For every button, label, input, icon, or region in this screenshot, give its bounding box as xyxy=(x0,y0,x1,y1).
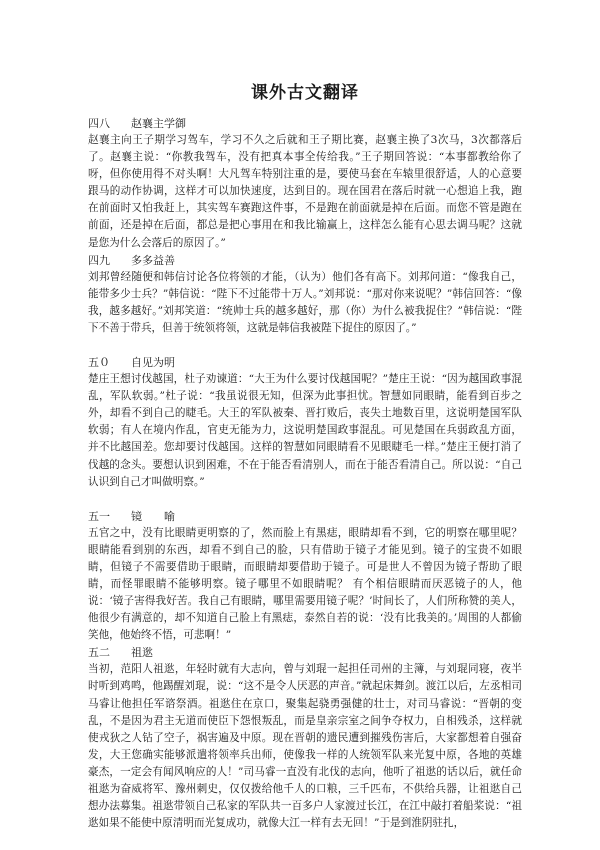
section-title: 祖逖 xyxy=(130,646,153,660)
section-body: 当初，范阳人祖逖，年轻时就有大志向，曾与刘琨一起担任司州的主簿，与刘琨同寝，夜半时听到鸡鸣，他踢醒刘琨，说：“这不是令人厌恶的声音。”就起床舞剑。渡江以后，左丞相司马睿让他担任军谘祭酒。祖逖住在京口，聚集起骁勇强健的壮士，对司马睿说：“晋朝的变乱，不是因为君主无道而使臣下怨恨叛乱，而是皇亲宗室之间争夺权力，自相残杀，这样就使戎狄之人钻了空子，祸害遍及中原。现在晋朝的遗民遭到摧残伤害后，大家都想着自强奋发，大王您确实能够派遣将领率兵出师，使像我一样的人统领军队来光复中原，各地的英雄豪杰，一定会有闻风响应的人！”司马睿一直没有北伐的志向，他听了祖逖的话以后，就任命祖逖为奋威将军、豫州刺史，仅仅拨给他千人的口粮，三千匹布，不供给兵器，让祖逖自己想办法募集。祖逖带领自己私家的军队共一百多户人家渡过长江，在江中敲打着船桨说：“祖逖如果不能使中原清明而光复成功，就像大江一样有去无回！”于是到淮阴驻扎， xyxy=(88,663,522,830)
section-heading xyxy=(88,354,522,371)
section-48 xyxy=(88,115,522,252)
section-heading xyxy=(88,644,522,661)
section-body: 五官之中，没有比眼睛更明察的了，然而脸上有黑痣，眼睛却看不到，它的明察在哪里呢？眼睛能看到别的东西，却看不到自己的脸，只有借助于镜子才能见到。镜子的宝贵不如眼睛，但镜子不需要借助于眼睛，而眼睛却要借助于镜子。可是世人不曾因为镜子帮助了眼睛，而怪罪眼睛不能够明察。镜子哪里不如眼睛呢？ 有个相信眼睛而厌恶镜子的人，他说：‘镜子害得我好苦。我自己有眼睛，哪里需要用镜子呢？’时间长了，人们所称赞的美人，他很少有满意的，却不知道自己脸上有黑痣，泰然自若的说：‘没有比我美的。’周围的人都偷笑他，他始终不悟，可悲啊！” xyxy=(88,526,522,642)
section-title: 赵襄主学御 xyxy=(130,117,186,130)
section-heading xyxy=(88,252,522,269)
section-title: 镜 喻 xyxy=(130,509,175,523)
section-50 xyxy=(88,354,522,491)
section-number: 四九 xyxy=(88,253,110,267)
section-body: 赵襄主向王子期学习驾车，学习不久之后就和王子期比赛，赵襄主换了3次马，3次都落后了。赵襄主说：“你教我驾车，没有把真本事全传给我。”王子期回答说：“本事都教给你了呀，但你使用得不对头啊！大凡驾车特别注重的是，要使马套在车辕里很舒适，人的心意要跟马的动作协调，这样才可以加快速度，达到目的。现在国君在落后时就一心想追上我，跑在前面时又怕我赶上，其实驾车赛跑这件事，不是跑在前面就是掉在后面。而您不管是跑在前面，还是掉在后面，都总是把心事用在和我比输赢上，这样怎么能有心思去调马呢？这就是您为什么会落后的原因了。” xyxy=(88,134,522,249)
section-number: 五二 xyxy=(88,646,110,660)
section-number: 四八 xyxy=(88,117,110,130)
page-title: 课外古文翻译 xyxy=(251,83,359,103)
section-title: 自见为明 xyxy=(130,356,175,370)
section-spacer xyxy=(88,337,522,354)
section-number: 五０ xyxy=(88,356,110,370)
section-51 xyxy=(88,508,522,645)
section-number: 五一 xyxy=(88,509,110,523)
section-52 xyxy=(88,644,522,832)
section-heading xyxy=(88,508,522,525)
section-body: 刘邦曾经随便和韩信讨论各位将领的才能，（认为）他们各有高下。刘邦问道：“像我自己，能带多少士兵？”韩信说：“陛下不过能带十万人。”刘邦说：“那对你来说呢？”韩信回答：“像我，越多越好。”刘邦笑道：“统帅士兵的越多越好，那（你）为什么被我捉住？”韩信说：“陛下不善于带兵，但善于统领将领，这就是韩信我被陛下捉住的原因了。” xyxy=(88,270,522,334)
section-body: 楚庄王想讨伐越国，杜子劝谏道：“大王为什么要讨伐越国呢？”楚庄王说：“因为越国政事混乱，军队软弱。”杜子说：“我虽说很无知，但深为此事担忧。智慧如同眼睛，能看到百步之外，却看不到自己的睫毛。大王的军队被秦、晋打败后，丧失土地数百里，这说明楚国军队软弱；有人在境内作乱，官吏无能为力，这说明楚国政事混乱。可见楚国在兵弱政乱方面，并不比越国差。您却要讨伐越国。这样的智慧如同眼睛看不见眼睫毛一样。”楚庄王便打消了伐越的念头。要想认识到困难，不在于能否看清别人，而在于能否看清自己。所以说：“自己认识到自己才叫做明察。” xyxy=(88,373,522,488)
section-49 xyxy=(88,252,522,337)
section-heading xyxy=(88,115,522,132)
section-spacer xyxy=(88,491,522,508)
section-title: 多多益善 xyxy=(130,253,175,267)
